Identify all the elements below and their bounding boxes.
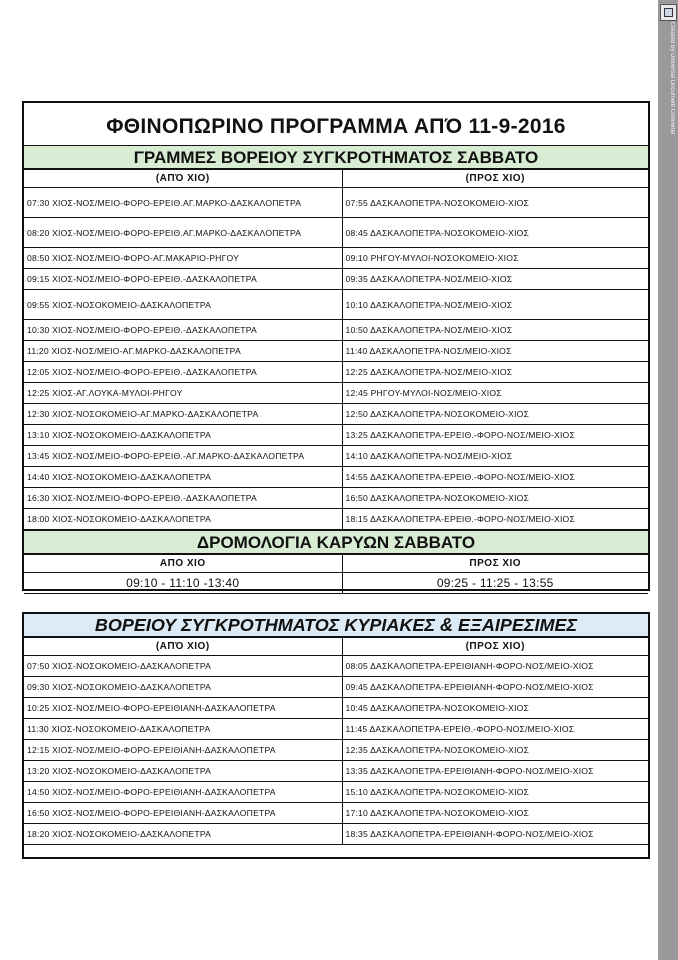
departure-from-chios-cell: 14:40 ΧΙΟΣ-ΝΟΣΟΚΟΜΕΙΟ-ΔΑΣΚΑΛΟΠΕΤΡΑ xyxy=(24,467,342,488)
departure-from-chios-cell: 18:20 ΧΙΟΣ-ΝΟΣΟΚΟΜΕΙΟ-ΔΑΣΚΑΛΟΠΕΤΡΑ xyxy=(24,824,342,845)
karyes-times-row xyxy=(24,573,648,594)
departure-from-chios-cell: 09:15 ΧΙΟΣ-ΝΟΣ/ΜΕΙΟ-ΦΟΡΟ-ΕΡΕΙΘ.-ΔΑΣΚΑΛΟΠΕΤΡΑ xyxy=(24,269,342,290)
departure-to-chios-cell: 12:45 ΡΗΓΟΥ-ΜΥΛΟΙ-ΝΟΣ/ΜΕΙΟ-ΧΙΟΣ xyxy=(342,383,648,404)
departure-to-chios-cell: 08:05 ΔΑΣΚΑΛΟΠΕΤΡΑ-ΕΡΕΙΘΙΑΝΗ-ΦΟΡΟ-ΝΟΣ/ΜΕΙΟ-ΧΙΟΣ xyxy=(342,656,648,677)
table-header-row xyxy=(24,170,648,188)
departure-from-chios-cell: 18:00 ΧΙΟΣ-ΝΟΣΟΚΟΜΕΙΟ-ΔΑΣΚΑΛΟΠΕΤΡΑ xyxy=(24,509,342,530)
departure-to-chios-cell: 14:10 ΔΑΣΚΑΛΟΠΕΤΡΑ-ΝΟΣ/ΜΕΙΟ-ΧΙΟΣ xyxy=(342,446,648,467)
sunday-section-title: ΒΟΡΕΙΟΥ ΣΥΓΚΡΟΤΗΜΑΤΟΣ ΚΥΡΙΑΚΕΣ & ΕΞΑΙΡΕΣΙΜΕΣ xyxy=(24,614,648,637)
table-row xyxy=(24,719,648,740)
karyes-to-times: 09:25 - 11:25 - 13:55 xyxy=(342,573,648,594)
departure-from-chios-cell: 13:45 ΧΙΟΣ-ΝΟΣ/ΜΕΙΟ-ΦΟΡΟ-ΕΡΕΙΘ.-ΑΓ.ΜΑΡΚΟ-ΔΑΣΚΑΛΟΠΕΤΡΑ xyxy=(24,446,342,467)
departure-to-chios-cell: 10:45 ΔΑΣΚΑΛΟΠΕΤΡΑ-ΝΟΣΟΚΟΜΕΙΟ-ΧΙΟΣ xyxy=(342,698,648,719)
departure-to-chios-cell: 12:25 ΔΑΣΚΑΛΟΠΕΤΡΑ-ΝΟΣ/ΜΕΙΟ-ΧΙΟΣ xyxy=(342,362,648,383)
karyes-to-header: ΠΡΟΣ ΧΙΟ xyxy=(342,555,648,573)
from-chios-header: (ΑΠΌ ΧΙΟ) xyxy=(24,170,342,188)
departure-to-chios-cell: 08:45 ΔΑΣΚΑΛΟΠΕΤΡΑ-ΝΟΣΟΚΟΜΕΙΟ-ΧΙΟΣ xyxy=(342,218,648,248)
table-row xyxy=(24,290,648,320)
departure-from-chios-cell: 07:50 ΧΙΟΣ-ΝΟΣΟΚΟΜΕΙΟ-ΔΑΣΚΑΛΟΠΕΤΡΑ xyxy=(24,656,342,677)
departure-from-chios-cell: 13:20 ΧΙΟΣ-ΝΟΣΟΚΟΜΕΙΟ-ΔΑΣΚΑΛΟΠΕΤΡΑ xyxy=(24,761,342,782)
table-row xyxy=(24,446,648,467)
table-row xyxy=(24,404,648,425)
table-row xyxy=(24,218,648,248)
departure-from-chios-cell: 07:30 ΧΙΟΣ-ΝΟΣ/ΜΕΙΟ-ΦΟΡΟ-ΕΡΕΙΘ.ΑΓ.ΜΑΡΚΟ-ΔΑΣΚΑΛΟΠΕΤΡΑ xyxy=(24,188,342,218)
sunday-table xyxy=(24,637,648,845)
departure-to-chios-cell: 16:50 ΔΑΣΚΑΛΟΠΕΤΡΑ-ΝΟΣΟΚΟΜΕΙΟ-ΧΙΟΣ xyxy=(342,488,648,509)
table-row xyxy=(24,362,648,383)
departure-to-chios-cell: 12:50 ΔΑΣΚΑΛΟΠΕΤΡΑ-ΝΟΣΟΚΟΜΕΙΟ-ΧΙΟΣ xyxy=(342,404,648,425)
departure-to-chios-cell: 14:55 ΔΑΣΚΑΛΟΠΕΤΡΑ-ΕΡΕΙΘ.-ΦΟΡΟ-ΝΟΣ/ΜΕΙΟ-ΧΙΟΣ xyxy=(342,467,648,488)
to-chios-header: (ΠΡΟΣ ΧΙΟ) xyxy=(342,638,648,656)
departure-to-chios-cell: 17:10 ΔΑΣΚΑΛΟΠΕΤΡΑ-ΝΟΣΟΚΟΜΕΙΟ-ΧΙΟΣ xyxy=(342,803,648,824)
departure-from-chios-cell: 08:50 ΧΙΟΣ-ΝΟΣ/ΜΕΙΟ-ΦΟΡΟ-ΑΓ.ΜΑΚΑΡΙΟ-ΡΗΓΟΥ xyxy=(24,248,342,269)
side-watermark-strip xyxy=(658,0,678,960)
table-row xyxy=(24,488,648,509)
departure-to-chios-cell: 11:40 ΔΑΣΚΑΛΟΠΕΤΡΑ-ΝΟΣ/ΜΕΙΟ-ΧΙΟΣ xyxy=(342,341,648,362)
table-row xyxy=(24,269,648,290)
table-row xyxy=(24,509,648,530)
saturday-section-title: ΓΡΑΜΜΕΣ ΒΟΡΕΙΟΥ ΣΥΓΚΡΟΤΗΜΑΤΟΣ ΣΑΒΒΑΤΟ xyxy=(24,145,648,169)
main-title: ΦΘΙΝΟΠΩΡΙΝΟ ΠΡΟΓΡΑΜΜΑ ΑΠΌ 11-9-2016 xyxy=(106,115,566,138)
table-row xyxy=(24,467,648,488)
departure-from-chios-cell: 09:30 ΧΙΟΣ-ΝΟΣΟΚΟΜΕΙΟ-ΔΑΣΚΑΛΟΠΕΤΡΑ xyxy=(24,677,342,698)
side-watermark-text: Created by Universal Document Converter xyxy=(669,22,675,136)
departure-from-chios-cell: 16:50 ΧΙΟΣ-ΝΟΣ/ΜΕΙΟ-ΦΟΡΟ-ΕΡΕΙΘΙΑΝΗ-ΔΑΣΚΑΛΟΠΕΤΡΑ xyxy=(24,803,342,824)
departure-from-chios-cell: 10:30 ΧΙΟΣ-ΝΟΣ/ΜΕΙΟ-ΦΟΡΟ-ΕΡΕΙΘ.-ΔΑΣΚΑΛΟΠΕΤΡΑ xyxy=(24,320,342,341)
table-row xyxy=(24,740,648,761)
saturday-table xyxy=(24,169,648,530)
table-row xyxy=(24,188,648,218)
saturday-schedule-panel xyxy=(22,101,650,591)
departure-from-chios-cell: 12:30 ΧΙΟΣ-ΝΟΣΟΚΟΜΕΙΟ-ΑΓ.ΜΑΡΚΟ-ΔΑΣΚΑΛΟΠΕΤΡΑ xyxy=(24,404,342,425)
departure-from-chios-cell: 16:30 ΧΙΟΣ-ΝΟΣ/ΜΕΙΟ-ΦΟΡΟ-ΕΡΕΙΘ.-ΔΑΣΚΑΛΟΠΕΤΡΑ xyxy=(24,488,342,509)
departure-from-chios-cell: 13:10 ΧΙΟΣ-ΝΟΣΟΚΟΜΕΙΟ-ΔΑΣΚΑΛΟΠΕΤΡΑ xyxy=(24,425,342,446)
table-row xyxy=(24,341,648,362)
departure-to-chios-cell: 09:10 ΡΗΓΟΥ-ΜΥΛΟΙ-ΝΟΣΟΚΟΜΕΙΟ-ΧΙΟΣ xyxy=(342,248,648,269)
table-row xyxy=(24,677,648,698)
table-row xyxy=(24,383,648,404)
departure-to-chios-cell: 18:35 ΔΑΣΚΑΛΟΠΕΤΡΑ-ΕΡΕΙΘΙΑΝΗ-ΦΟΡΟ-ΝΟΣ/ΜΕΙΟ-ΧΙΟΣ xyxy=(342,824,648,845)
departure-to-chios-cell: 09:45 ΔΑΣΚΑΛΟΠΕΤΡΑ-ΕΡΕΙΘΙΑΝΗ-ΦΟΡΟ-ΝΟΣ/ΜΕΙΟ-ΧΙΟΣ xyxy=(342,677,648,698)
departure-from-chios-cell: 12:25 ΧΙΟΣ-ΑΓ.ΛΟΥΚΑ-ΜΥΛΟΙ-ΡΗΓΟΥ xyxy=(24,383,342,404)
table-row xyxy=(24,824,648,845)
table-header-row xyxy=(24,638,648,656)
departure-to-chios-cell: 10:50 ΔΑΣΚΑΛΟΠΕΤΡΑ-ΝΟΣ/ΜΕΙΟ-ΧΙΟΣ xyxy=(342,320,648,341)
departure-to-chios-cell: 11:45 ΔΑΣΚΑΛΟΠΕΤΡΑ-ΕΡΕΙΘ.-ΦΟΡΟ-ΝΟΣ/ΜΕΙΟ-ΧΙΟΣ xyxy=(342,719,648,740)
table-row xyxy=(24,320,648,341)
table-row xyxy=(24,248,648,269)
karyes-section-title: ΔΡΟΜΟΛΟΓΙΑ ΚΑΡΥΩΝ ΣΑΒΒΑΤΟ xyxy=(24,530,648,554)
departure-from-chios-cell: 10:25 ΧΙΟΣ-ΝΟΣ/ΜΕΙΟ-ΦΟΡΟ-ΕΡΕΙΘΙΑΝΗ-ΔΑΣΚΑΛΟΠΕΤΡΑ xyxy=(24,698,342,719)
departure-to-chios-cell: 09:35 ΔΑΣΚΑΛΟΠΕΤΡΑ-ΝΟΣ/ΜΕΙΟ-ΧΙΟΣ xyxy=(342,269,648,290)
table-row xyxy=(24,761,648,782)
karyes-table xyxy=(24,554,648,594)
departure-from-chios-cell: 11:30 ΧΙΟΣ-ΝΟΣΟΚΟΜΕΙΟ-ΔΑΣΚΑΛΟΠΕΤΡΑ xyxy=(24,719,342,740)
departure-to-chios-cell: 10:10 ΔΑΣΚΑΛΟΠΕΤΡΑ-ΝΟΣ/ΜΕΙΟ-ΧΙΟΣ xyxy=(342,290,648,320)
karyes-from-header: ΑΠΟ ΧΙΟ xyxy=(24,555,342,573)
departure-to-chios-cell: 18:15 ΔΑΣΚΑΛΟΠΕΤΡΑ-ΕΡΕΙΘ.-ΦΟΡΟ-ΝΟΣ/ΜΕΙΟ-ΧΙΟΣ xyxy=(342,509,648,530)
table-row xyxy=(24,656,648,677)
converter-logo-icon xyxy=(660,4,677,21)
departure-to-chios-cell: 13:25 ΔΑΣΚΑΛΟΠΕΤΡΑ-ΕΡΕΙΘ.-ΦΟΡΟ-ΝΟΣ/ΜΕΙΟ-ΧΙΟΣ xyxy=(342,425,648,446)
from-chios-header: (ΑΠΌ ΧΙΟ) xyxy=(24,638,342,656)
departure-to-chios-cell: 12:35 ΔΑΣΚΑΛΟΠΕΤΡΑ-ΝΟΣΟΚΟΜΕΙΟ-ΧΙΟΣ xyxy=(342,740,648,761)
to-chios-header: (ΠΡΟΣ ΧΙΟ) xyxy=(342,170,648,188)
departure-from-chios-cell: 11:20 ΧΙΟΣ-ΝΟΣ/ΜΕΙΟ-ΑΓ.ΜΑΡΚΟ-ΔΑΣΚΑΛΟΠΕΤΡΑ xyxy=(24,341,342,362)
departure-to-chios-cell: 13:35 ΔΑΣΚΑΛΟΠΕΤΡΑ-ΕΡΕΙΘΙΑΝΗ-ΦΟΡΟ-ΝΟΣ/ΜΕΙΟ-ΧΙΟΣ xyxy=(342,761,648,782)
table-row xyxy=(24,698,648,719)
departure-from-chios-cell: 08:20 ΧΙΟΣ-ΝΟΣ/ΜΕΙΟ-ΦΟΡΟ-ΕΡΕΙΘ.ΑΓ.ΜΑΡΚΟ-ΔΑΣΚΑΛΟΠΕΤΡΑ xyxy=(24,218,342,248)
karyes-from-times: 09:10 - 11:10 -13:40 xyxy=(24,573,342,594)
departure-from-chios-cell: 09:55 ΧΙΟΣ-ΝΟΣΟΚΟΜΕΙΟ-ΔΑΣΚΑΛΟΠΕΤΡΑ xyxy=(24,290,342,320)
departure-to-chios-cell: 15:10 ΔΑΣΚΑΛΟΠΕΤΡΑ-ΝΟΣΟΚΟΜΕΙΟ-ΧΙΟΣ xyxy=(342,782,648,803)
table-row xyxy=(24,803,648,824)
table-row xyxy=(24,782,648,803)
sunday-schedule-panel xyxy=(22,612,650,859)
table-row xyxy=(24,425,648,446)
departure-from-chios-cell: 12:15 ΧΙΟΣ-ΝΟΣ/ΜΕΙΟ-ΦΟΡΟ-ΕΡΕΙΘΙΑΝΗ-ΔΑΣΚΑΛΟΠΕΤΡΑ xyxy=(24,740,342,761)
table-header-row xyxy=(24,555,648,573)
departure-to-chios-cell: 07:55 ΔΑΣΚΑΛΟΠΕΤΡΑ-ΝΟΣΟΚΟΜΕΙΟ-ΧΙΟΣ xyxy=(342,188,648,218)
departure-from-chios-cell: 12:05 ΧΙΟΣ-ΝΟΣ/ΜΕΙΟ-ΦΟΡΟ-ΕΡΕΙΘ.-ΔΑΣΚΑΛΟΠΕΤΡΑ xyxy=(24,362,342,383)
departure-from-chios-cell: 14:50 ΧΙΟΣ-ΝΟΣ/ΜΕΙΟ-ΦΟΡΟ-ΕΡΕΙΘΙΑΝΗ-ΔΑΣΚΑΛΟΠΕΤΡΑ xyxy=(24,782,342,803)
